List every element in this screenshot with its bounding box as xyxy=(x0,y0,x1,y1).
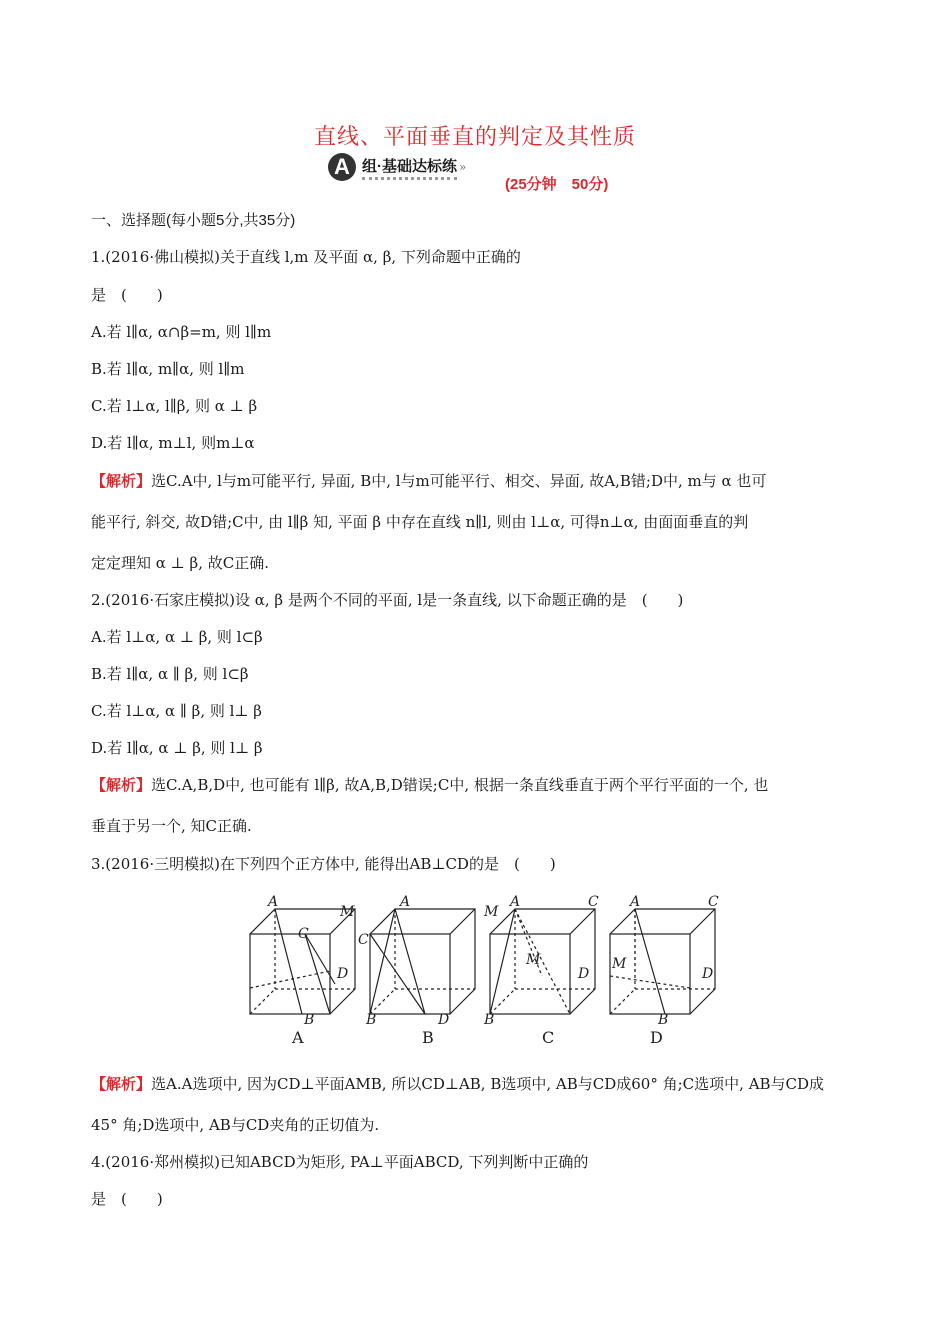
page-title: 直线、平面垂直的判定及其性质 xyxy=(313,125,636,150)
q2-stem: 2.(2016·石家庄模拟)设 α, β 是两个不同的平面, l是一条直线, 以下命题正确的是 ( ) xyxy=(91,591,684,609)
svg-text:D: D xyxy=(337,966,349,982)
svg-text:M: M xyxy=(526,952,541,968)
group-label: 组·基础达标练 xyxy=(362,155,457,180)
svg-text:A: A xyxy=(510,894,521,910)
q2-analysis xyxy=(91,774,768,795)
svg-text:C: C xyxy=(358,932,369,948)
svg-text:C: C xyxy=(298,926,309,942)
q3-answer-line1: 选A.A选项中, 因为CD⊥平面AMB, 所以CD⊥AB, B选项中, AB与CD成60° 角;C选项中, AB与CD成 xyxy=(151,1075,825,1093)
q1-answer-line2: 能平行, 斜交, 故D错;C中, 由 l∥β 知, 平面 β 中存在直线 n∥l, 则由 l⊥α, 可得n⊥α, 由面面垂直的判 xyxy=(91,513,749,531)
svg-text:B: B xyxy=(658,1012,669,1028)
q1-option-c: C.若 l⊥α, l∥β, 则 α ⊥ β xyxy=(91,397,258,415)
q4-stem-cont: 是 ( ) xyxy=(91,1190,163,1208)
svg-text:B: B xyxy=(304,1012,315,1028)
fig-label-a: A xyxy=(292,1028,304,1046)
q1-stem-cont: 是 ( ) xyxy=(91,286,163,304)
cube-figure-c xyxy=(490,909,595,1014)
svg-text:D: D xyxy=(438,1012,450,1028)
q4-stem: 4.(2016·郑州模拟)已知ABCD为矩形, PA⊥平面ABCD, 下列判断中正确的 xyxy=(91,1153,589,1171)
svg-text:B: B xyxy=(484,1012,495,1028)
q2-answer-line1: 选C.A,B,D中, 也可能有 l∥β, 故A,B,D错误;C中, 根据一条直线垂直于两个平行平面的一个, 也 xyxy=(151,776,769,794)
svg-text:B: B xyxy=(366,1012,377,1028)
svg-text:A: A xyxy=(630,894,641,910)
q1-stem: 1.(2016·佛山模拟)关于直线 l,m 及平面 α, β, 下列命题中正确的 xyxy=(91,248,521,266)
time-limit: (25分钟 50分) xyxy=(505,176,609,193)
cube-figure-a xyxy=(250,909,355,1014)
chevron-right-icon: » xyxy=(459,160,467,174)
q1-analysis xyxy=(91,470,766,491)
q3-stem: 3.(2016·三明模拟)在下列四个正方体中, 能得出AB⊥CD的是 ( ) xyxy=(91,855,556,873)
q1-option-d: D.若 l∥α, m⊥l, 则m⊥α xyxy=(91,434,255,452)
group-letter: A xyxy=(328,153,356,181)
analysis-tag: 【解析】 xyxy=(91,777,152,794)
q1-option-b: B.若 l∥α, m∥α, 则 l∥m xyxy=(91,360,245,378)
cube-figure-b xyxy=(370,909,475,1014)
q1-answer-line1: 选C.A中, l与m可能平行, 异面, B中, l与m可能平行、相交、异面, 故A,B错;D中, m与 α 也可 xyxy=(151,472,767,490)
q2-option-c: C.若 l⊥α, α ∥ β, 则 l⊥ β xyxy=(91,702,262,720)
analysis-tag: 【解析】 xyxy=(91,1076,152,1093)
q2-option-b: B.若 l∥α, α ∥ β, 则 l⊂β xyxy=(91,665,249,683)
q1-option-a: A.若 l∥α, α∩β=m, 则 l∥m xyxy=(91,323,272,341)
svg-text:D: D xyxy=(578,966,590,982)
cube-figures xyxy=(240,886,720,1046)
fig-label-b: B xyxy=(422,1028,434,1046)
group-badge xyxy=(328,152,466,182)
svg-text:D: D xyxy=(702,966,714,982)
fig-label-d: D xyxy=(650,1028,663,1046)
q2-option-a: A.若 l⊥α, α ⊥ β, 则 l⊂β xyxy=(91,628,263,646)
q3-analysis xyxy=(91,1073,824,1094)
q2-option-d: D.若 l∥α, α ⊥ β, 则 l⊥ β xyxy=(91,739,263,757)
svg-text:M: M xyxy=(612,956,627,972)
svg-text:A: A xyxy=(400,894,411,910)
q3-answer-line2: 45° 角;D选项中, AB与CD夹角的正切值为. xyxy=(91,1116,380,1134)
svg-text:M: M xyxy=(484,904,499,920)
section-heading: 一、选择题(每小题5分,共35分) xyxy=(91,212,296,229)
q2-answer-line2: 垂直于另一个, 知C正确. xyxy=(91,817,252,835)
analysis-tag: 【解析】 xyxy=(91,473,152,490)
svg-text:C: C xyxy=(708,894,719,910)
svg-text:C: C xyxy=(588,894,599,910)
fig-label-c: C xyxy=(542,1028,555,1046)
svg-text:M: M xyxy=(340,904,355,920)
svg-text:A: A xyxy=(268,894,279,910)
q1-answer-line3: 定定理知 α ⊥ β, 故C正确. xyxy=(91,554,269,572)
